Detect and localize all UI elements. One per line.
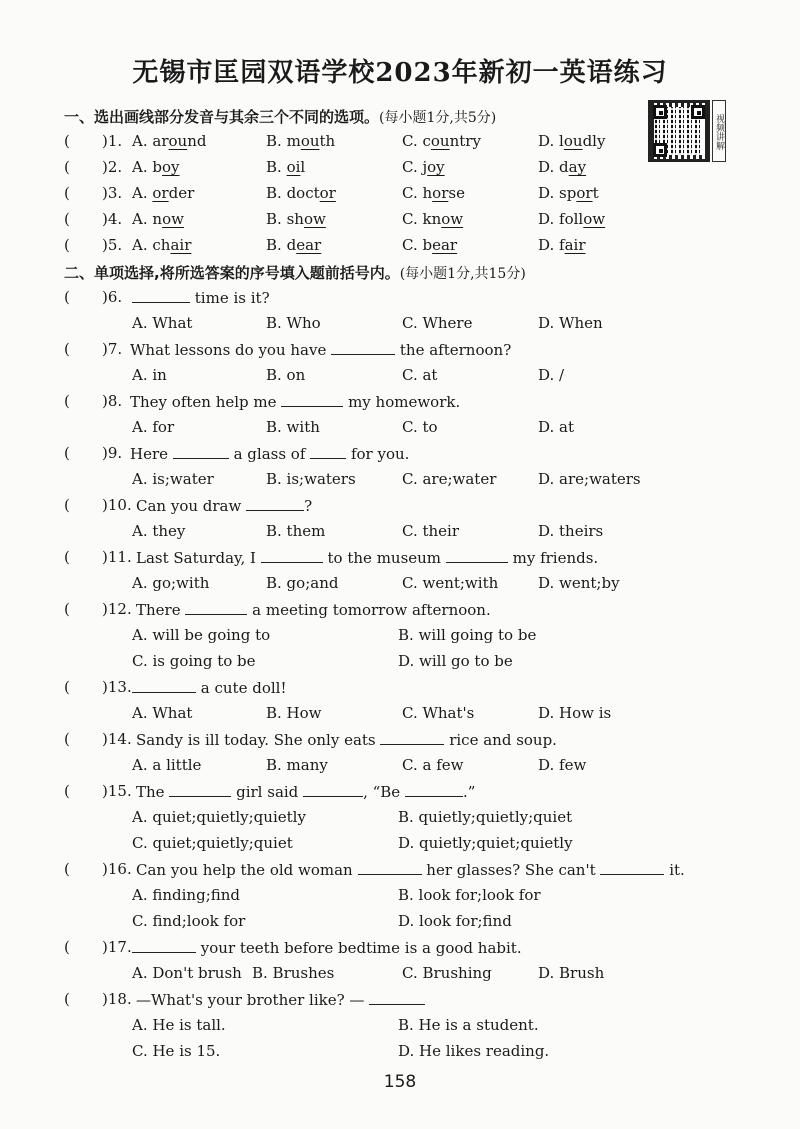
- option-letter: D.: [538, 236, 555, 254]
- word-part: ar: [152, 132, 169, 150]
- option-d[interactable]: D. at: [538, 418, 574, 436]
- option-letter: C.: [402, 132, 418, 150]
- question-7-options: [0, 366, 800, 388]
- underlined-letters: or: [152, 184, 169, 202]
- question-16-options-2: [0, 912, 800, 934]
- option-c[interactable]: [402, 210, 463, 228]
- question-text-part: for you.: [350, 445, 410, 463]
- option-d[interactable]: D. How is: [538, 704, 612, 722]
- option-letter: A.: [132, 210, 148, 228]
- phonetics-question-1: [0, 132, 800, 154]
- option-letter: C.: [402, 236, 418, 254]
- answer-blank[interactable]: [446, 548, 508, 563]
- word-part: dly: [582, 132, 606, 150]
- option-letter: A.: [132, 184, 148, 202]
- option-a[interactable]: A. they: [132, 522, 186, 540]
- question-6: [0, 288, 800, 310]
- question-text-part: They often help me: [130, 393, 277, 411]
- section-2-note: (每小题1分,共15分): [399, 266, 526, 282]
- option-b[interactable]: B. quietly;quietly;quiet: [398, 808, 573, 826]
- option-a[interactable]: A. What: [132, 314, 193, 332]
- question-text-part: the afternoon?: [399, 341, 512, 359]
- answer-bracket[interactable]: (: [64, 860, 70, 878]
- option-a[interactable]: A. in: [132, 366, 167, 384]
- option-d[interactable]: [538, 132, 605, 150]
- question-text-part: Here: [130, 445, 169, 463]
- underlined-letters: ow: [303, 210, 326, 228]
- option-letter: B.: [266, 158, 282, 176]
- word-part: sp: [559, 184, 577, 202]
- underlined-letters: ow: [162, 210, 184, 228]
- qr-label: 视频讲解: [712, 100, 726, 162]
- underlined-letters: ou: [168, 132, 188, 150]
- option-b[interactable]: B. is;waters: [266, 470, 356, 488]
- option-c[interactable]: C. Brushing: [402, 964, 492, 982]
- underlined-letters: or: [576, 184, 593, 202]
- answer-blank[interactable]: [310, 444, 346, 459]
- option-d[interactable]: D. are;waters: [538, 470, 641, 488]
- question-text-part: Sandy is ill today. She only eats: [136, 731, 376, 749]
- question-7: [0, 340, 800, 362]
- answer-bracket[interactable]: (: [64, 678, 70, 696]
- word-part: d: [286, 236, 297, 254]
- word-part: sh: [286, 210, 304, 228]
- option-letter: B.: [266, 210, 282, 228]
- question-number: )15.: [102, 782, 132, 800]
- question-number: )7.: [102, 340, 123, 358]
- answer-bracket[interactable]: (: [64, 184, 70, 202]
- option-c[interactable]: [402, 158, 445, 176]
- answer-bracket[interactable]: (: [64, 782, 70, 800]
- answer-blank[interactable]: [331, 340, 395, 355]
- option-c[interactable]: C. to: [402, 418, 438, 436]
- question-10: [0, 496, 800, 518]
- word-part: doct: [286, 184, 320, 202]
- answer-bracket[interactable]: (: [64, 938, 70, 956]
- option-b[interactable]: B. look for;look for: [398, 886, 541, 904]
- option-d[interactable]: D. theirs: [538, 522, 604, 540]
- option-d[interactable]: D. went;by: [538, 574, 620, 592]
- option-b[interactable]: B. will going to be: [398, 626, 537, 644]
- option-c[interactable]: C. a few: [402, 756, 464, 774]
- question-16-options-1: [0, 886, 800, 908]
- option-a[interactable]: A. quiet;quietly;quietly: [132, 808, 306, 826]
- section-2-title: 二、单项选择,将所选答案的序号填入题前括号内。: [64, 264, 400, 282]
- option-b[interactable]: B. Who: [266, 314, 321, 332]
- option-c[interactable]: C. He is 15.: [132, 1042, 221, 1060]
- option-b[interactable]: B. many: [266, 756, 328, 774]
- option-b[interactable]: [266, 132, 335, 150]
- answer-blank[interactable]: [132, 288, 190, 303]
- question-text-part: my friends.: [512, 549, 599, 567]
- answer-bracket[interactable]: (: [64, 210, 70, 228]
- underlined-letters: ear: [432, 236, 458, 254]
- answer-blank[interactable]: [173, 444, 229, 459]
- question-10-options: [0, 522, 800, 544]
- word-part: b: [422, 236, 433, 254]
- option-d[interactable]: D. When: [538, 314, 603, 332]
- option-c[interactable]: C. are;water: [402, 470, 497, 488]
- question-18-options-2: [0, 1042, 800, 1064]
- question-text-part: The: [136, 783, 165, 801]
- option-letter: B.: [266, 132, 282, 150]
- option-d[interactable]: D. /: [538, 366, 565, 384]
- question-text-part: girl said: [236, 783, 299, 801]
- word-part: n: [152, 210, 163, 228]
- option-letter: D.: [538, 210, 555, 228]
- option-d[interactable]: [538, 158, 586, 176]
- answer-blank[interactable]: [169, 782, 231, 797]
- option-c[interactable]: [402, 132, 481, 150]
- option-b[interactable]: B. go;and: [266, 574, 339, 592]
- phonetics-question-3: [0, 184, 800, 206]
- answer-bracket[interactable]: (: [64, 548, 70, 566]
- answer-blank[interactable]: [132, 938, 196, 953]
- question-text-part: Can you help the old woman: [136, 861, 353, 879]
- option-letter: C.: [402, 210, 418, 228]
- word-part: f: [559, 236, 565, 254]
- section-1-title: 一、选出画线部分发音与其余三个不同的选项。: [64, 108, 380, 126]
- question-text-part: a meeting tomorrow afternoon.: [252, 601, 491, 619]
- option-letter: A.: [132, 158, 148, 176]
- question-number: )17.: [102, 938, 132, 956]
- option-d[interactable]: [538, 236, 586, 254]
- question-text-part: , “Be: [363, 783, 401, 801]
- word-part: der: [168, 184, 195, 202]
- option-c[interactable]: [402, 184, 465, 202]
- question-number: )12.: [102, 600, 132, 618]
- word-part: t: [592, 184, 599, 202]
- option-d[interactable]: D. Brush: [538, 964, 605, 982]
- answer-bracket[interactable]: (: [64, 730, 70, 748]
- question-text-part: Can you draw: [136, 497, 242, 515]
- option-d[interactable]: [538, 210, 605, 228]
- option-a[interactable]: A. What: [132, 704, 193, 722]
- question-text-part: What lessons do you have: [130, 341, 327, 359]
- question-12-options-2: [0, 652, 800, 674]
- word-part: ntry: [449, 132, 481, 150]
- option-d[interactable]: D. quietly;quiet;quietly: [398, 834, 573, 852]
- option-c[interactable]: C. Where: [402, 314, 473, 332]
- option-a[interactable]: [132, 158, 180, 176]
- question-number: )9.: [102, 444, 123, 462]
- option-a[interactable]: [132, 184, 194, 202]
- word-part: kn: [422, 210, 442, 228]
- word-part: se: [448, 184, 465, 202]
- question-8-options: [0, 418, 800, 440]
- answer-bracket[interactable]: (: [64, 288, 70, 306]
- question-text: [136, 548, 598, 567]
- question-16: [0, 860, 800, 882]
- word-part: b: [152, 158, 162, 176]
- question-6-options: [0, 314, 800, 336]
- option-c[interactable]: C. What's: [402, 704, 475, 722]
- question-text-part: to the museum: [327, 549, 442, 567]
- question-number: )13.: [102, 678, 132, 696]
- question-number: )14.: [102, 730, 132, 748]
- option-b[interactable]: B. How: [266, 704, 322, 722]
- option-a[interactable]: A. for: [132, 418, 175, 436]
- underlined-letters: ou: [300, 132, 320, 150]
- option-letter: C.: [402, 158, 418, 176]
- question-text: [130, 340, 511, 359]
- question-18: [0, 990, 800, 1012]
- option-d[interactable]: D. look for;find: [398, 912, 512, 930]
- option-letter: A.: [132, 132, 148, 150]
- question-18-options-1: [0, 1016, 800, 1038]
- option-a[interactable]: [132, 236, 191, 254]
- option-b[interactable]: B. them: [266, 522, 326, 540]
- option-d[interactable]: D. few: [538, 756, 587, 774]
- option-letter: D.: [538, 132, 555, 150]
- question-17-options: [0, 964, 800, 986]
- question-text: [132, 678, 286, 697]
- question-text-part: it.: [669, 861, 685, 879]
- question-text: [132, 288, 270, 307]
- option-b[interactable]: [266, 158, 305, 176]
- question-number: )8.: [102, 392, 123, 410]
- question-13: [0, 678, 800, 700]
- section-2-heading: [64, 262, 526, 283]
- question-text-part: Last Saturday, I: [136, 549, 256, 567]
- question-number: )16.: [102, 860, 132, 878]
- word-part: j: [422, 158, 428, 176]
- word-part: th: [319, 132, 336, 150]
- option-d[interactable]: D. will go to be: [398, 652, 513, 670]
- page-number: 158: [383, 1072, 417, 1092]
- option-letter: A.: [132, 236, 148, 254]
- question-9-options: [0, 470, 800, 492]
- question-number: )2.: [102, 158, 123, 176]
- word-part: h: [422, 184, 433, 202]
- question-text-part: —What's your brother like? —: [136, 991, 365, 1009]
- answer-blank[interactable]: [405, 782, 463, 797]
- underlined-letters: ow: [583, 210, 606, 228]
- phonetics-question-2: [0, 158, 800, 180]
- qr-finder: [653, 105, 667, 119]
- question-number: )5.: [102, 236, 123, 254]
- option-b[interactable]: [266, 236, 321, 254]
- question-number: )10.: [102, 496, 132, 514]
- option-b[interactable]: B. Brushes: [252, 964, 335, 982]
- option-b[interactable]: [266, 184, 336, 202]
- option-a[interactable]: A. Don't brush: [132, 964, 242, 982]
- section-1-heading: [64, 106, 496, 127]
- question-11: [0, 548, 800, 570]
- answer-bracket[interactable]: (: [64, 990, 70, 1008]
- answer-bracket[interactable]: (: [64, 236, 70, 254]
- word-part: ch: [152, 236, 171, 254]
- question-number: )3.: [102, 184, 123, 202]
- page-title: 无锡市匡园双语学校2023年新初一英语练习: [132, 58, 668, 88]
- answer-blank[interactable]: [261, 548, 323, 563]
- underlined-letters: air: [170, 236, 192, 254]
- answer-blank[interactable]: [132, 678, 196, 693]
- answer-bracket[interactable]: (: [64, 340, 70, 358]
- underlined-letters: oi: [286, 158, 301, 176]
- underlined-letters: ow: [441, 210, 464, 228]
- option-c[interactable]: C. find;look for: [132, 912, 246, 930]
- question-text-part: a cute doll!: [200, 679, 287, 697]
- question-15: [0, 782, 800, 804]
- answer-blank[interactable]: [358, 860, 422, 875]
- question-text-part: There: [136, 601, 181, 619]
- word-part: l: [559, 132, 564, 150]
- option-letter: C.: [402, 184, 418, 202]
- phonetics-question-5: [0, 236, 800, 258]
- word-part: m: [286, 132, 301, 150]
- question-text: [130, 392, 460, 411]
- question-number: )11.: [102, 548, 132, 566]
- answer-bracket[interactable]: (: [64, 496, 70, 514]
- answer-blank[interactable]: [600, 860, 664, 875]
- answer-blank[interactable]: [303, 782, 363, 797]
- answer-bracket[interactable]: (: [64, 132, 70, 150]
- underlined-letters: ay: [568, 158, 587, 176]
- question-13-options: [0, 704, 800, 726]
- underlined-letters: ou: [430, 132, 450, 150]
- question-14: [0, 730, 800, 752]
- section-1-note: (每小题1分,共5分): [379, 110, 497, 126]
- question-text: [132, 938, 522, 957]
- word-part: foll: [559, 210, 584, 228]
- question-text: [136, 860, 685, 879]
- option-d[interactable]: D. He likes reading.: [398, 1042, 550, 1060]
- answer-blank[interactable]: [369, 990, 425, 1005]
- question-text: [136, 782, 475, 801]
- answer-bracket[interactable]: (: [64, 600, 70, 618]
- question-text-part: my homework.: [348, 393, 461, 411]
- question-15-options-1: [0, 808, 800, 830]
- option-a[interactable]: A. a little: [132, 756, 202, 774]
- option-d[interactable]: [538, 184, 599, 202]
- question-text-part: time is it?: [194, 289, 270, 307]
- question-number: )6.: [102, 288, 123, 306]
- option-c[interactable]: [402, 236, 457, 254]
- question-12-options-1: [0, 626, 800, 648]
- underlined-letters: or: [432, 184, 449, 202]
- question-text: [136, 496, 312, 515]
- word-part: c: [422, 132, 431, 150]
- option-c[interactable]: C. went;with: [402, 574, 499, 592]
- option-letter: D.: [538, 158, 555, 176]
- option-a[interactable]: [132, 210, 184, 228]
- question-text-part: a glass of: [233, 445, 306, 463]
- question-text: [136, 600, 491, 619]
- underlined-letters: or: [319, 184, 336, 202]
- question-text: [136, 990, 425, 1009]
- option-c[interactable]: C. their: [402, 522, 460, 540]
- option-c[interactable]: C. is going to be: [132, 652, 256, 670]
- question-text: [136, 730, 557, 749]
- answer-blank[interactable]: [246, 496, 304, 511]
- question-14-options: [0, 756, 800, 778]
- underlined-letters: oy: [162, 158, 180, 176]
- underlined-letters: oy: [427, 158, 445, 176]
- underlined-letters: ear: [296, 236, 322, 254]
- question-text-part: ?: [304, 497, 313, 515]
- answer-bracket[interactable]: (: [64, 444, 70, 462]
- question-text-part: rice and soup.: [449, 731, 557, 749]
- option-letter: B.: [266, 236, 282, 254]
- option-letter: B.: [266, 184, 282, 202]
- word-part: nd: [187, 132, 207, 150]
- option-b[interactable]: B. on: [266, 366, 306, 384]
- question-12: [0, 600, 800, 622]
- question-text-part: your teeth before bedtime is a good habit.: [200, 939, 522, 957]
- option-a[interactable]: A. He is tall.: [132, 1016, 226, 1034]
- question-number: )18.: [102, 990, 132, 1008]
- phonetics-question-4: [0, 210, 800, 232]
- word-part: d: [559, 158, 569, 176]
- underlined-letters: ou: [563, 132, 583, 150]
- question-text: [130, 444, 409, 463]
- option-b[interactable]: B. He is a student.: [398, 1016, 539, 1034]
- option-c[interactable]: C. quiet;quietly;quiet: [132, 834, 293, 852]
- question-text-part: .”: [462, 783, 476, 801]
- question-15-options-2: [0, 834, 800, 856]
- question-number: )1.: [102, 132, 123, 150]
- option-a[interactable]: A. finding;find: [132, 886, 241, 904]
- answer-blank[interactable]: [380, 730, 444, 745]
- option-c[interactable]: C. at: [402, 366, 438, 384]
- option-b[interactable]: B. with: [266, 418, 320, 436]
- question-17: [0, 938, 800, 960]
- option-a[interactable]: [132, 132, 206, 150]
- question-text-part: her glasses? She can't: [426, 861, 596, 879]
- question-9: [0, 444, 800, 466]
- option-b[interactable]: [266, 210, 326, 228]
- question-number: )4.: [102, 210, 123, 228]
- underlined-letters: air: [564, 236, 586, 254]
- option-letter: D.: [538, 184, 555, 202]
- answer-blank[interactable]: [185, 600, 247, 615]
- answer-bracket[interactable]: (: [64, 158, 70, 176]
- option-a[interactable]: A. go;with: [132, 574, 210, 592]
- answer-blank[interactable]: [281, 392, 343, 407]
- option-a[interactable]: A. is;water: [132, 470, 214, 488]
- word-part: l: [300, 158, 306, 176]
- answer-bracket[interactable]: (: [64, 392, 70, 410]
- option-a[interactable]: A. will be going to: [132, 626, 271, 644]
- question-11-options: [0, 574, 800, 596]
- question-8: [0, 392, 800, 414]
- qr-finder: [691, 105, 705, 119]
